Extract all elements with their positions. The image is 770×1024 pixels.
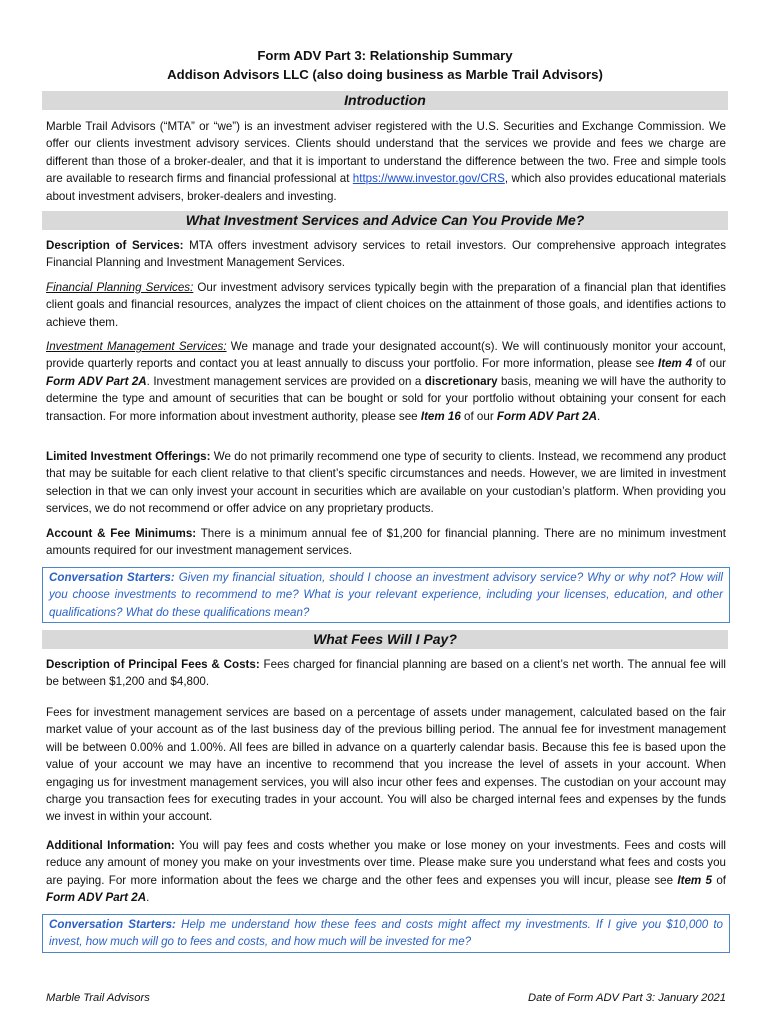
- introduction-paragraph: [46, 118, 726, 205]
- additional-info-paragraph: [46, 837, 726, 907]
- limited-offerings-paragraph: [46, 448, 726, 518]
- investment-mgmt-label: Investment Management Services:: [46, 340, 227, 353]
- introduction-heading: Introduction: [42, 91, 728, 110]
- intro-text: Marble Trail Advisors (“MTA” or “we”) is an investment adviser registered with the U.S. Securities and Exchange Commission. We offer our clients investment advisory services. Clients should understand that the services we provide and fees we charge are different than those of a broker-dealer, and that it is important to understand the difference between the two. Free and simple tools are available to research firms and financial professional at: [46, 120, 726, 186]
- description-of-services: [46, 237, 726, 272]
- investment-mgmt-text-2: . Investment management services are provided on a: [146, 374, 425, 388]
- discretionary-term: discretionary: [424, 374, 498, 388]
- fees-conversation-starters: [42, 914, 730, 953]
- minimums-label: Account & Fee Minimums:: [46, 527, 197, 540]
- period: .: [596, 409, 601, 423]
- investment-management-paragraph: [46, 338, 726, 425]
- investment-mgmt-text-1: We manage and trade your designated account(s). We will continuously monitor your account, provide quarterly reports and contact you at least annually to discuss your portfolio. For more information, please see: [46, 340, 727, 371]
- of: of: [712, 873, 727, 887]
- form-adv-2a-ref: Form ADV Part 2A: [46, 374, 147, 388]
- period-2: .: [146, 891, 150, 905]
- footer-firm-name: Marble Trail Advisors: [46, 992, 150, 1004]
- principal-fees-paragraph: [46, 656, 726, 691]
- limited-text: We do not primarily recommend one type of security to clients. Instead, we recommend any product that may be suitable for each client relative to that client’s specific circumstances and needs. However, we are limited in investment selection in that we can only invest your account in securities which are available on your custodian’s platform. When providing you services, we do not recommend or offer advice on any proprietary products.: [46, 450, 727, 516]
- of-our: of our: [692, 357, 726, 371]
- conversation-text: Given my financial situation, should I choose an investment advisory service? Why or why not? How will you choose investments to recommend to me? What is your relevant experience, including your licenses, education, and other qualifications? What do these qualifications mean?: [49, 571, 723, 619]
- item-5-ref: Item 5: [677, 873, 713, 887]
- financial-planning-paragraph: [46, 279, 726, 331]
- additional-label: Additional Information:: [46, 839, 175, 852]
- management-fees-paragraph: Fees for investment management services are based on a percentage of assets under management, calculated based on the fair market value of your account as of the last business day of the previous billing period. The annual fee for investment management will be between 0.00% and 1.00%. All fees are billed in advance on a quarterly calendar basis. Because this fee is based upon the value of your account we may have an incentive to recommend that you increase the level of assets in your account. When engaging us for investment management services, you will also incur other fees and expenses. The custodian on your account may charge you transaction fees for executing trades in your account. You will also be charged internal fees and expenses by the funds we invest in within your account.: [46, 706, 726, 824]
- description-label: Description of Services:: [46, 239, 184, 252]
- limited-label: Limited Investment Offerings:: [46, 450, 211, 463]
- principal-text: Fees charged for financial planning are based on a client’s net worth. The annual fee will be between $1,200 and $4,800.: [46, 658, 726, 689]
- document-subtitle: Addison Advisors LLC (also doing business as Marble Trail Advisors): [167, 67, 603, 82]
- minimums-text: There is a minimum annual fee of $1,200 for financial planning. There are no minimum investment amounts required for our investment management services.: [46, 527, 726, 558]
- conversation-label: Conversation Starters:: [49, 571, 175, 584]
- fees-heading: What Fees Will I Pay?: [42, 630, 728, 649]
- services-heading: What Investment Services and Advice Can You Provide Me?: [42, 211, 728, 230]
- services-conversation-starters: [42, 567, 730, 623]
- fees-conversation-label: Conversation Starters:: [49, 918, 176, 931]
- intro-text-end: , which also provides educational materials about investment advisers, broker-dealers and investing.: [46, 172, 726, 203]
- additional-text: You will pay fees and costs whether you make or lose money on your investments. Fees and costs will reduce any amount of money you make on your investments over time. Please make sure you understand what fees and costs you are paying. For more information about the fees we charge and the other fees and expenses you will incur, please see: [46, 839, 727, 887]
- form-adv-2a-ref-3: Form ADV Part 2A: [46, 891, 147, 905]
- form-adv-2a-ref-2: Form ADV Part 2A: [496, 409, 597, 423]
- document-title: Form ADV Part 3: Relationship Summary: [257, 48, 513, 63]
- principal-label: Description of Principal Fees & Costs:: [46, 658, 260, 671]
- item-4-ref: Item 4: [658, 357, 693, 371]
- item-16-ref: Item 16: [420, 409, 461, 423]
- description-text: MTA offers investment advisory services to retail investors. Our comprehensive approach integrates Financial Planning and Investment Management Services.: [46, 239, 726, 270]
- fees-conversation-text: Help me understand how these fees and costs might affect my investments. If I give you $10,000 to invest, how much will go to fees and costs, and how much will be invested for me?: [49, 918, 723, 949]
- investor-gov-link[interactable]: https://www.investor.gov/CRS: [352, 172, 505, 186]
- financial-planning-text: Our investment advisory services typically begin with the preparation of a financial plan that identifies client goals and financial resources, analyzes the impact of client choices on the attainment of those goals, and identifies actions to achieve them.: [46, 281, 726, 329]
- minimums-paragraph: [46, 525, 726, 560]
- financial-planning-label: Financial Planning Services:: [46, 281, 194, 294]
- of-our-2: of our: [460, 409, 497, 423]
- investment-mgmt-text-3: basis, meaning we will have the authority to determine the type and amount of securities that can be bought or sold for your portfolio without obtaining your consent for each transaction. For more information about investment authority, please see: [46, 374, 726, 423]
- footer-form-date: Date of Form ADV Part 3: January 2021: [528, 992, 726, 1004]
